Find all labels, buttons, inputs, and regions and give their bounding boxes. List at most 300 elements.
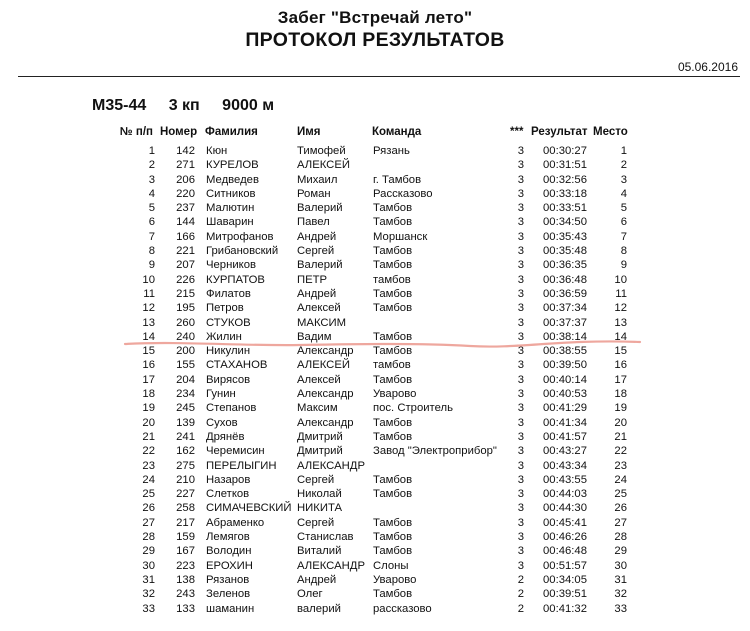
cell-np: 16 xyxy=(142,359,155,372)
table-row xyxy=(0,201,750,215)
cell-place: 20 xyxy=(614,416,627,429)
cell-result: 00:41:32 xyxy=(543,602,587,615)
cell-surname: Вирясов xyxy=(206,373,251,386)
cell-kp: 3 xyxy=(517,359,524,372)
cell-np: 31 xyxy=(142,573,155,586)
cell-kp: 2 xyxy=(517,588,524,601)
cell-number: 195 xyxy=(176,302,195,315)
table-row xyxy=(0,387,750,401)
cell-name: валерий xyxy=(297,602,341,615)
cell-name: Сергей xyxy=(297,516,335,529)
cell-result: 00:40:14 xyxy=(543,373,587,386)
table-row xyxy=(0,416,750,430)
cell-np: 17 xyxy=(142,373,155,386)
cell-surname: СТУКОВ xyxy=(206,316,251,329)
cell-team: Тамбов xyxy=(373,287,413,300)
cell-name: Виталий xyxy=(297,545,342,558)
header-divider xyxy=(18,76,740,77)
cell-place: 16 xyxy=(614,359,627,372)
cell-np: 33 xyxy=(142,602,155,615)
cell-kp: 3 xyxy=(517,145,524,157)
cell-np: 10 xyxy=(142,273,155,286)
cell-team: Тамбов xyxy=(373,330,413,343)
cell-result: 00:43:27 xyxy=(543,445,587,458)
cell-result: 00:36:48 xyxy=(543,273,587,286)
cell-kp: 3 xyxy=(517,545,524,558)
table-row xyxy=(0,301,750,315)
cell-place: 6 xyxy=(620,216,627,229)
cell-number: 138 xyxy=(176,573,195,586)
cell-name: Валерий xyxy=(297,202,343,215)
cell-name: Дмитрий xyxy=(297,445,343,458)
protocol-date: 05.06.2016 xyxy=(677,60,738,74)
cell-kp: 3 xyxy=(517,202,524,215)
cell-name: Тимофей xyxy=(297,145,346,157)
cell-team: Рассказово xyxy=(373,187,433,200)
cell-surname: Володин xyxy=(206,545,252,558)
cell-place: 13 xyxy=(614,316,627,329)
table-row xyxy=(0,530,750,544)
cell-surname: СТАХАНОВ xyxy=(206,359,268,372)
cell-surname: Митрофанов xyxy=(206,230,274,243)
cell-np: 26 xyxy=(142,502,155,515)
table-row xyxy=(0,573,750,587)
cell-np: 19 xyxy=(142,402,155,415)
cell-place: 5 xyxy=(620,202,627,215)
cell-team: Тамбов xyxy=(373,245,413,258)
cell-np: 11 xyxy=(143,287,155,300)
cell-result: 00:33:18 xyxy=(543,187,587,200)
cell-result: 00:35:43 xyxy=(543,230,587,243)
cell-number: 204 xyxy=(176,373,195,386)
cell-team: Тамбов xyxy=(373,259,413,272)
cell-surname: КУРЕЛОВ xyxy=(206,159,259,172)
cell-surname: Никулин xyxy=(206,345,251,358)
cell-np: 9 xyxy=(148,259,155,272)
cell-place: 22 xyxy=(614,445,627,458)
cell-result: 00:41:57 xyxy=(543,430,587,443)
cell-np: 27 xyxy=(142,516,155,529)
cell-number: 234 xyxy=(176,388,195,401)
cell-np: 25 xyxy=(142,488,155,501)
cell-np: 13 xyxy=(142,316,155,329)
cell-np: 32 xyxy=(142,588,155,601)
cell-np: 3 xyxy=(148,173,155,186)
cell-team: Завод "Электроприбор" xyxy=(373,445,497,458)
cell-surname: Сухов xyxy=(206,416,238,429)
event-title: Забег "Встречай лето" xyxy=(277,8,473,27)
cell-place: 8 xyxy=(620,245,627,258)
col-header-result: Результат xyxy=(531,126,588,138)
cell-kp: 2 xyxy=(517,573,524,586)
table-row xyxy=(0,459,750,473)
cell-result: 00:31:51 xyxy=(543,159,587,172)
cell-name: Сергей xyxy=(297,245,335,258)
col-header-np: № п/п xyxy=(119,126,153,138)
cell-kp: 3 xyxy=(517,316,524,329)
col-header-place: Место xyxy=(593,126,628,138)
cell-result: 00:32:56 xyxy=(543,173,587,186)
col-header-surname: Фамилия xyxy=(205,126,258,138)
cell-kp: 2 xyxy=(517,602,524,615)
cell-name: НИКИТА xyxy=(297,502,343,515)
cell-kp: 3 xyxy=(517,502,524,515)
cell-kp: 3 xyxy=(517,245,524,258)
cell-number: 215 xyxy=(176,287,195,300)
cell-np: 6 xyxy=(148,216,155,229)
col-header-number: Номер xyxy=(160,126,198,138)
cell-result: 00:37:37 xyxy=(543,316,587,329)
cell-surname: Лемягов xyxy=(206,531,250,544)
cell-number: 260 xyxy=(176,316,195,329)
cell-place: 10 xyxy=(614,273,627,286)
cell-kp: 3 xyxy=(517,473,524,486)
cell-np: 12 xyxy=(142,302,155,315)
cell-result: 00:36:59 xyxy=(543,287,587,300)
table-row xyxy=(0,344,750,358)
cell-kp: 3 xyxy=(517,445,524,458)
cell-result: 00:51:57 xyxy=(543,559,587,572)
table-row xyxy=(0,173,750,187)
cell-name: ПЕТР xyxy=(297,273,328,286)
cell-kp: 3 xyxy=(517,216,524,229)
cell-team: г. Тамбов xyxy=(373,173,422,186)
cell-surname: Кюн xyxy=(206,145,228,157)
cell-name: Павел xyxy=(297,216,330,229)
table-row xyxy=(0,501,750,515)
cell-np: 5 xyxy=(148,202,155,215)
cell-surname: СИМАЧЕВСКИЙ xyxy=(206,502,292,515)
cell-surname: Дрянёв xyxy=(206,430,245,443)
cell-result: 00:34:05 xyxy=(543,573,587,586)
cell-surname: Слетков xyxy=(206,488,250,501)
cell-surname: ЕРОХИН xyxy=(206,559,253,572)
results-table-header xyxy=(0,126,750,142)
cell-kp: 3 xyxy=(517,559,524,572)
cell-team: Рязань xyxy=(373,145,410,157)
cell-name: Андрей xyxy=(297,573,337,586)
cell-place: 12 xyxy=(614,302,627,315)
cell-kp: 3 xyxy=(517,416,524,429)
cell-result: 00:39:51 xyxy=(543,588,587,601)
cell-team: Тамбов xyxy=(373,516,413,529)
cell-place: 1 xyxy=(620,145,627,157)
cell-place: 27 xyxy=(614,516,627,529)
cell-kp: 3 xyxy=(517,259,524,272)
group-distance: 9000 м xyxy=(222,97,275,114)
group-heading xyxy=(92,97,292,115)
cell-result: 00:38:55 xyxy=(543,345,587,358)
cell-surname: Абраменко xyxy=(206,516,265,529)
col-header-name: Имя xyxy=(297,126,321,138)
cell-team: Тамбов xyxy=(373,416,413,429)
cell-place: 19 xyxy=(614,402,627,415)
table-row xyxy=(0,487,750,501)
cell-np: 21 xyxy=(142,430,155,443)
cell-place: 28 xyxy=(614,531,627,544)
cell-np: 2 xyxy=(148,159,155,172)
cell-place: 21 xyxy=(614,430,627,443)
cell-number: 245 xyxy=(176,402,195,415)
cell-surname: Малютин xyxy=(206,202,255,215)
cell-kp: 3 xyxy=(517,459,524,472)
cell-place: 14 xyxy=(614,330,627,343)
cell-place: 11 xyxy=(615,287,627,300)
cell-number: 159 xyxy=(176,531,195,544)
col-header-kp: *** xyxy=(510,126,524,138)
cell-team: Уварово xyxy=(373,573,417,586)
cell-name: Валерий xyxy=(297,259,343,272)
cell-place: 3 xyxy=(620,173,627,186)
cell-name: Станислав xyxy=(297,531,354,544)
cell-place: 24 xyxy=(614,473,627,486)
cell-number: 220 xyxy=(176,187,195,200)
cell-team: Уварово xyxy=(373,388,417,401)
cell-name: Александр xyxy=(297,388,354,401)
cell-name: Максим xyxy=(297,402,338,415)
cell-kp: 3 xyxy=(517,273,524,286)
cell-surname: Жилин xyxy=(206,330,242,343)
table-row xyxy=(0,401,750,415)
table-row xyxy=(0,330,750,344)
cell-name: АЛЕКСЕЙ xyxy=(297,159,350,172)
col-header-team: Команда xyxy=(372,126,422,138)
cell-team: тамбов xyxy=(373,273,411,286)
cell-number: 166 xyxy=(176,230,195,243)
cell-np: 29 xyxy=(142,545,155,558)
cell-number: 227 xyxy=(176,488,195,501)
protocol-title: ПРОТОКОЛ РЕЗУЛЬТАТОВ xyxy=(245,29,505,51)
cell-place: 32 xyxy=(614,588,627,601)
cell-np: 14 xyxy=(142,330,155,343)
cell-np: 15 xyxy=(142,345,155,358)
cell-surname: Грибановский xyxy=(206,245,279,258)
cell-np: 4 xyxy=(148,187,155,200)
cell-number: 210 xyxy=(176,473,195,486)
group-checkpoints: 3 кп xyxy=(168,97,200,114)
cell-number: 200 xyxy=(176,345,195,358)
cell-kp: 3 xyxy=(517,531,524,544)
cell-result: 00:36:35 xyxy=(543,259,587,272)
cell-team: тамбов xyxy=(373,359,411,372)
cell-place: 9 xyxy=(620,259,627,272)
table-row xyxy=(0,273,750,287)
cell-kp: 3 xyxy=(517,302,524,315)
cell-kp: 3 xyxy=(517,345,524,358)
cell-surname: Зеленов xyxy=(206,588,251,601)
cell-number: 237 xyxy=(176,202,195,215)
cell-kp: 3 xyxy=(517,187,524,200)
cell-number: 258 xyxy=(176,502,195,515)
cell-team: Тамбов xyxy=(373,216,413,229)
cell-surname: Назаров xyxy=(206,473,251,486)
cell-place: 15 xyxy=(614,345,627,358)
cell-surname: Черемисин xyxy=(206,445,265,458)
cell-kp: 3 xyxy=(517,173,524,186)
cell-number: 217 xyxy=(176,516,195,529)
cell-kp: 3 xyxy=(517,330,524,343)
cell-place: 7 xyxy=(620,230,627,243)
cell-place: 2 xyxy=(620,159,627,172)
cell-np: 24 xyxy=(142,473,155,486)
table-row xyxy=(0,287,750,301)
cell-number: 207 xyxy=(176,259,195,272)
cell-result: 00:30:27 xyxy=(543,145,587,157)
table-row xyxy=(0,187,750,201)
cell-name: Олег xyxy=(297,588,323,601)
cell-number: 144 xyxy=(176,216,195,229)
cell-team: Тамбов xyxy=(373,345,413,358)
cell-result: 00:37:34 xyxy=(543,302,587,315)
cell-np: 7 xyxy=(148,230,155,243)
cell-result: 00:44:03 xyxy=(543,488,587,501)
cell-place: 17 xyxy=(614,373,627,386)
cell-kp: 3 xyxy=(517,287,524,300)
cell-result: 00:33:51 xyxy=(543,202,587,215)
table-row xyxy=(0,144,750,158)
table-row xyxy=(0,444,750,458)
cell-name: Михаил xyxy=(297,173,338,186)
cell-place: 30 xyxy=(614,559,627,572)
cell-result: 00:41:34 xyxy=(543,416,587,429)
cell-place: 31 xyxy=(614,573,627,586)
cell-result: 00:35:48 xyxy=(543,245,587,258)
cell-kp: 3 xyxy=(517,402,524,415)
cell-np: 8 xyxy=(148,245,155,258)
cell-name: Андрей xyxy=(297,230,337,243)
cell-place: 18 xyxy=(614,388,627,401)
cell-number: 240 xyxy=(176,330,195,343)
table-row xyxy=(0,215,750,229)
table-row xyxy=(0,373,750,387)
table-row xyxy=(0,316,750,330)
cell-kp: 3 xyxy=(517,230,524,243)
cell-number: 162 xyxy=(176,445,195,458)
cell-result: 00:41:29 xyxy=(543,402,587,415)
cell-place: 23 xyxy=(614,459,627,472)
cell-result: 00:45:41 xyxy=(543,516,587,529)
cell-result: 00:43:55 xyxy=(543,473,587,486)
cell-name: Алексей xyxy=(297,373,341,386)
cell-surname: Шаварин xyxy=(206,216,254,229)
table-row xyxy=(0,516,750,530)
cell-number: 206 xyxy=(176,173,195,186)
table-row xyxy=(0,559,750,573)
cell-surname: Петров xyxy=(206,302,244,315)
cell-surname: шаманин xyxy=(206,602,255,615)
cell-team: Слоны xyxy=(373,559,409,572)
cell-team: Тамбов xyxy=(373,488,413,501)
cell-surname: Ситников xyxy=(206,187,256,200)
cell-result: 00:43:34 xyxy=(543,459,587,472)
cell-team: пос. Строитель xyxy=(373,402,453,415)
cell-number: 155 xyxy=(176,359,195,372)
cell-team: Тамбов xyxy=(373,531,413,544)
cell-number: 221 xyxy=(176,245,195,258)
cell-kp: 3 xyxy=(517,430,524,443)
cell-team: Тамбов xyxy=(373,373,413,386)
cell-team: Тамбов xyxy=(373,430,413,443)
cell-number: 139 xyxy=(176,416,195,429)
cell-surname: Рязанов xyxy=(206,573,250,586)
cell-kp: 3 xyxy=(517,488,524,501)
results-table-body xyxy=(0,144,750,616)
cell-result: 00:39:50 xyxy=(543,359,587,372)
cell-name: Андрей xyxy=(297,287,337,300)
cell-np: 20 xyxy=(142,416,155,429)
cell-team: Тамбов xyxy=(373,473,413,486)
cell-team: Тамбов xyxy=(373,302,413,315)
cell-number: 167 xyxy=(176,545,195,558)
table-row xyxy=(0,358,750,372)
cell-np: 1 xyxy=(148,145,155,157)
cell-name: Роман xyxy=(297,187,331,200)
cell-result: 00:46:26 xyxy=(543,531,587,544)
cell-team: Тамбов xyxy=(373,202,413,215)
cell-result: 00:38:14 xyxy=(543,330,587,343)
table-row xyxy=(0,473,750,487)
cell-surname: Медведев xyxy=(206,173,259,186)
cell-name: Вадим xyxy=(297,330,332,343)
cell-team: Моршанск xyxy=(373,230,428,243)
cell-surname: КУРПАТОВ xyxy=(206,273,265,286)
cell-np: 23 xyxy=(142,459,155,472)
cell-kp: 3 xyxy=(517,159,524,172)
cell-kp: 3 xyxy=(517,373,524,386)
table-row xyxy=(0,544,750,558)
cell-result: 00:46:48 xyxy=(543,545,587,558)
cell-name: Николай xyxy=(297,488,342,501)
cell-place: 25 xyxy=(614,488,627,501)
cell-number: 271 xyxy=(176,159,195,172)
cell-number: 142 xyxy=(176,145,195,157)
table-row xyxy=(0,430,750,444)
cell-name: АЛЕКСАНДР xyxy=(297,459,365,472)
cell-place: 26 xyxy=(614,502,627,515)
cell-team: Тамбов xyxy=(373,588,413,601)
group-category: М35-44 xyxy=(92,97,147,114)
cell-name: АЛЕКСАНДР xyxy=(297,559,365,572)
cell-number: 223 xyxy=(176,559,195,572)
cell-surname: ПЕРЕЛЫГИН xyxy=(206,459,277,472)
cell-name: Дмитрий xyxy=(297,430,343,443)
cell-number: 133 xyxy=(176,602,195,615)
cell-result: 00:40:53 xyxy=(543,388,587,401)
cell-place: 4 xyxy=(620,187,627,200)
cell-surname: Филатов xyxy=(206,287,251,300)
cell-name: Александр xyxy=(297,345,354,358)
cell-name: Алексей xyxy=(297,302,341,315)
table-row xyxy=(0,258,750,272)
cell-name: Александр xyxy=(297,416,354,429)
cell-team: рассказово xyxy=(373,602,432,615)
table-row xyxy=(0,587,750,601)
cell-name: МАКСИМ xyxy=(297,316,347,329)
cell-surname: Черников xyxy=(206,259,256,272)
cell-surname: Гунин xyxy=(206,388,236,401)
cell-number: 275 xyxy=(176,459,195,472)
cell-np: 18 xyxy=(142,388,155,401)
cell-place: 29 xyxy=(614,545,627,558)
cell-name: АЛЕКСЕЙ xyxy=(297,359,350,372)
cell-place: 33 xyxy=(614,602,627,615)
cell-kp: 3 xyxy=(517,388,524,401)
cell-name: Сергей xyxy=(297,473,335,486)
cell-number: 241 xyxy=(176,430,195,443)
cell-team: Тамбов xyxy=(373,545,413,558)
cell-number: 243 xyxy=(176,588,195,601)
cell-kp: 3 xyxy=(517,516,524,529)
